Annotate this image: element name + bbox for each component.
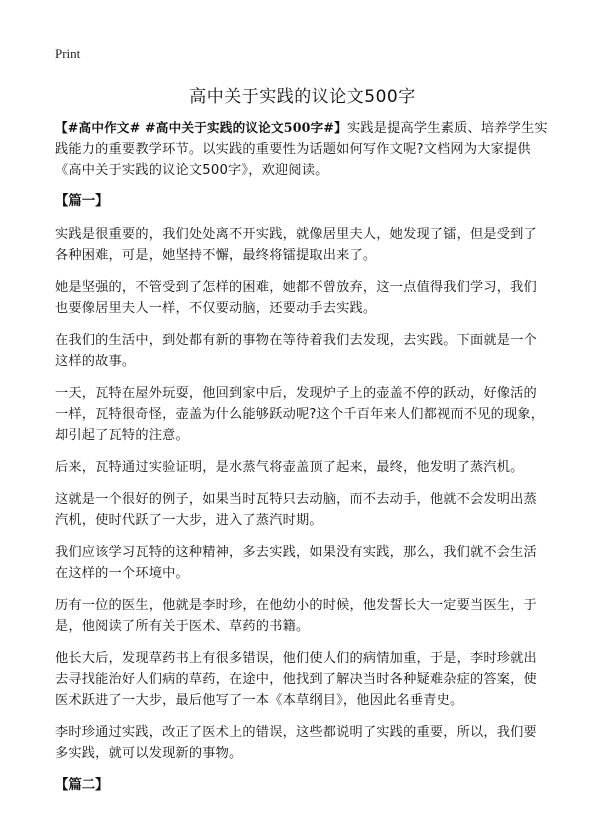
- document-title: 高中关于实践的议论文500字: [189, 87, 416, 107]
- document-content: [55, 117, 550, 808]
- intro-paragraph: [55, 117, 550, 181]
- section-heading-1: 【篇一】: [55, 193, 109, 209]
- paragraph: 李时珍通过实践，改正了医术上的错误，这些都说明了实践的重要，所以，我们要多实践，就可以发现新的事物。: [55, 725, 537, 761]
- paragraph: 这就是一个很好的例子，如果当时瓦特只去动脑，而不去动手，他就不会发明出蒸汽机，使时代跃了一大步，进入了蒸汽时期。: [55, 492, 537, 528]
- section-heading-2: 【篇二】: [55, 777, 109, 793]
- paragraph: 她是坚强的，不管受到了怎样的困难，她都不曾放弃，这一点值得我们学习，我们也要像居里夫人一样，不仅要动脑，还要动手去实践。: [55, 280, 537, 316]
- print-label: Print: [55, 46, 81, 61]
- paragraph: 他长大后，发现草药书上有很多错误，他们使人们的病情加重，于是，李时珍就出去寻找能治好人们病的草药，在途中，他找到了解决当时各种疑难杂症的答案，使医术跃进了一大步，最后他写了一本《本草纲目》，他因此名垂青史。: [55, 651, 537, 708]
- paragraph: 一天，瓦特在屋外玩耍，他回到家中后，发现炉子上的壶盖不停的跃动，好像活的一样，瓦特很奇怪，壶盖为什么能够跃动呢?这个千百年来人们都视而不见的现象，却引起了瓦特的注意。: [55, 386, 545, 443]
- paragraph: 历有一位的医生，他就是李时珍，在他幼小的时候，他发誓长大一定要当医生，于是，他阅读了所有关于医术、草药的书籍。: [55, 598, 537, 634]
- paragraph: 实践是很重要的，我们处处离不开实践，就像居里夫人，她发现了镭，但是受到了各种困难，可是，她坚持不懈，最终将镭提取出来了。: [55, 227, 537, 263]
- paragraph: 后来，瓦特通过实验证明，是水蒸气将壶盖顶了起来，最终，他发明了蒸汽机。: [55, 460, 524, 475]
- paragraph: 我们应该学习瓦特的这种精神，多去实践，如果没有实践，那么，我们就不会生活在这样的一个环境中。: [55, 545, 537, 581]
- intro-text: 实践是提高学生素质、培养学生实践能力的重要教学环节。以实践的重要性为话题如何写作文呢?文档网为大家提供《高中关于实践的议论文500字》，欢迎阅读。: [55, 121, 548, 178]
- paragraph: 在我们的生活中，到处都有新的事物在等待着我们去发现，去实践。下面就是一个这样的故事。: [55, 333, 537, 369]
- intro-tags: 【#高中作文# #高中关于实践的议论文500字#】: [55, 120, 347, 135]
